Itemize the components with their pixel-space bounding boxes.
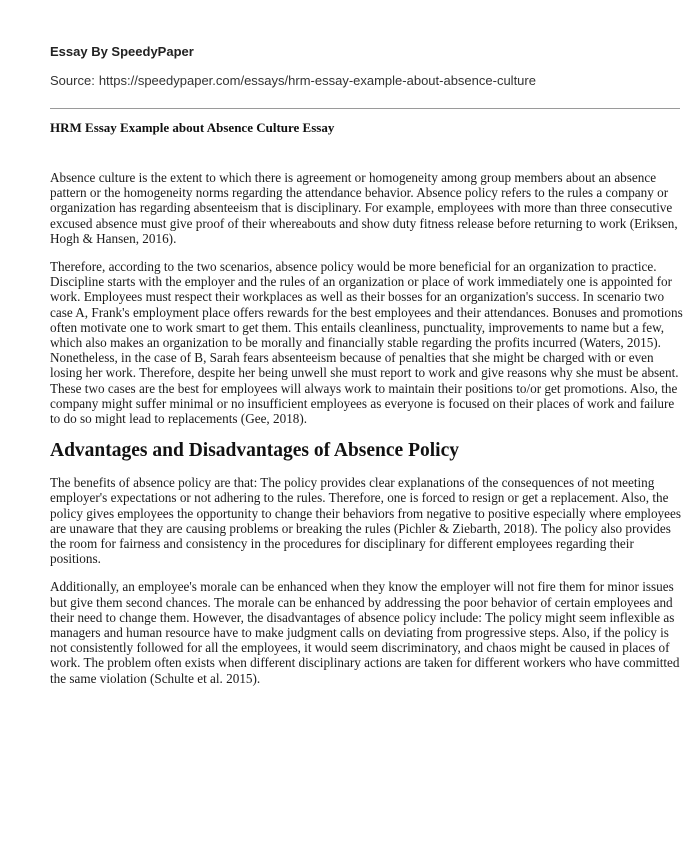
source-line xyxy=(50,73,660,88)
header-divider xyxy=(50,108,680,109)
source-url: https://speedypaper.com/essays/hrm-essay-example-about-absence-culture xyxy=(98,73,536,88)
paragraph: Therefore, according to the two scenarios, absence policy would be more beneficial for an organization to practice. Discipline starts with the employer and the rules of an organization or place of work immediately one is appointed for work. Employees must respect their workplaces as well as their bosses for an organization's success. In scenario two case A, Frank's employment place offers rewards for the best employees and their attendances. Bonuses and promotions often motivate one to work smart to get them. This entails cleanliness, punctuality, improvements to name but a few, which also makes an organization to be morally and financially stable regarding the profits incurred (Waters, 2015). Nonetheless, in the case of B, Sarah fears absenteeism because of penalties that she might be charged with or even losing her work. Therefore, despite her being unwell she must report to work and give reasons why she must be absent. These two cases are the best for employees will always work to maintain their positions to/or get promotions. Also, the company might suffer minimal or no insufficient employees as everyone is focused on their places of work and failure to do so might lead to replacements (Gee, 2018). xyxy=(50,259,683,427)
section-heading: Advantages and Disadvantages of Absence Policy xyxy=(50,440,459,462)
document-body xyxy=(50,170,684,699)
paragraph: Additionally, an employee's morale can be enhanced when they know the employer will not fire them for minor issues but give them second chances. The morale can be enhanced by addressing the poor behavior of certain employees and their need to change them. However, the disadvantages of absence policy include: The policy might seem inflexible as managers and human resource have to make judgment calls on deviating from progressive steps. Also, if the policy is not consistently followed for all the employees, it would seem discriminatory, and chaos might be caused in places of work. The problem often exists when different disciplinary actions are taken for different workers who have committed the same violation (Schulte et al. 2015). xyxy=(50,579,680,686)
paragraph: The benefits of absence policy are that: The policy provides clear explanations of the consequences of not meeting employer's expectations or not adhering to the rules. Therefore, one is forced to resign or get a replacement. Also, the policy gives employees the opportunity to change their behaviors from negative to positive especially where employees are unaware that they are causing problems or breaking the rules (Pichler & Ziebarth, 2018). The policy also provides the room for fairness and consistency in the procedures for disciplinary for different employees regarding their positions. xyxy=(50,475,681,567)
source-label: Source: xyxy=(50,73,95,88)
brand-title: Essay By SpeedyPaper xyxy=(50,44,194,59)
paragraph: Absence culture is the extent to which there is agreement or homogeneity among group members about an absence pattern or the homogeneity norms regarding the attendance behavior. Absence policy refers to the rules a company or organization has regarding absenteeism that is disciplinary. For example, employees with more than three consecutive excused absence must give proof of their whereabouts and show duty fitness release before returning to work (Eriksen, Hogh & Hansen, 2016). xyxy=(50,170,678,246)
document-title: HRM Essay Example about Absence Culture Essay xyxy=(50,120,335,135)
